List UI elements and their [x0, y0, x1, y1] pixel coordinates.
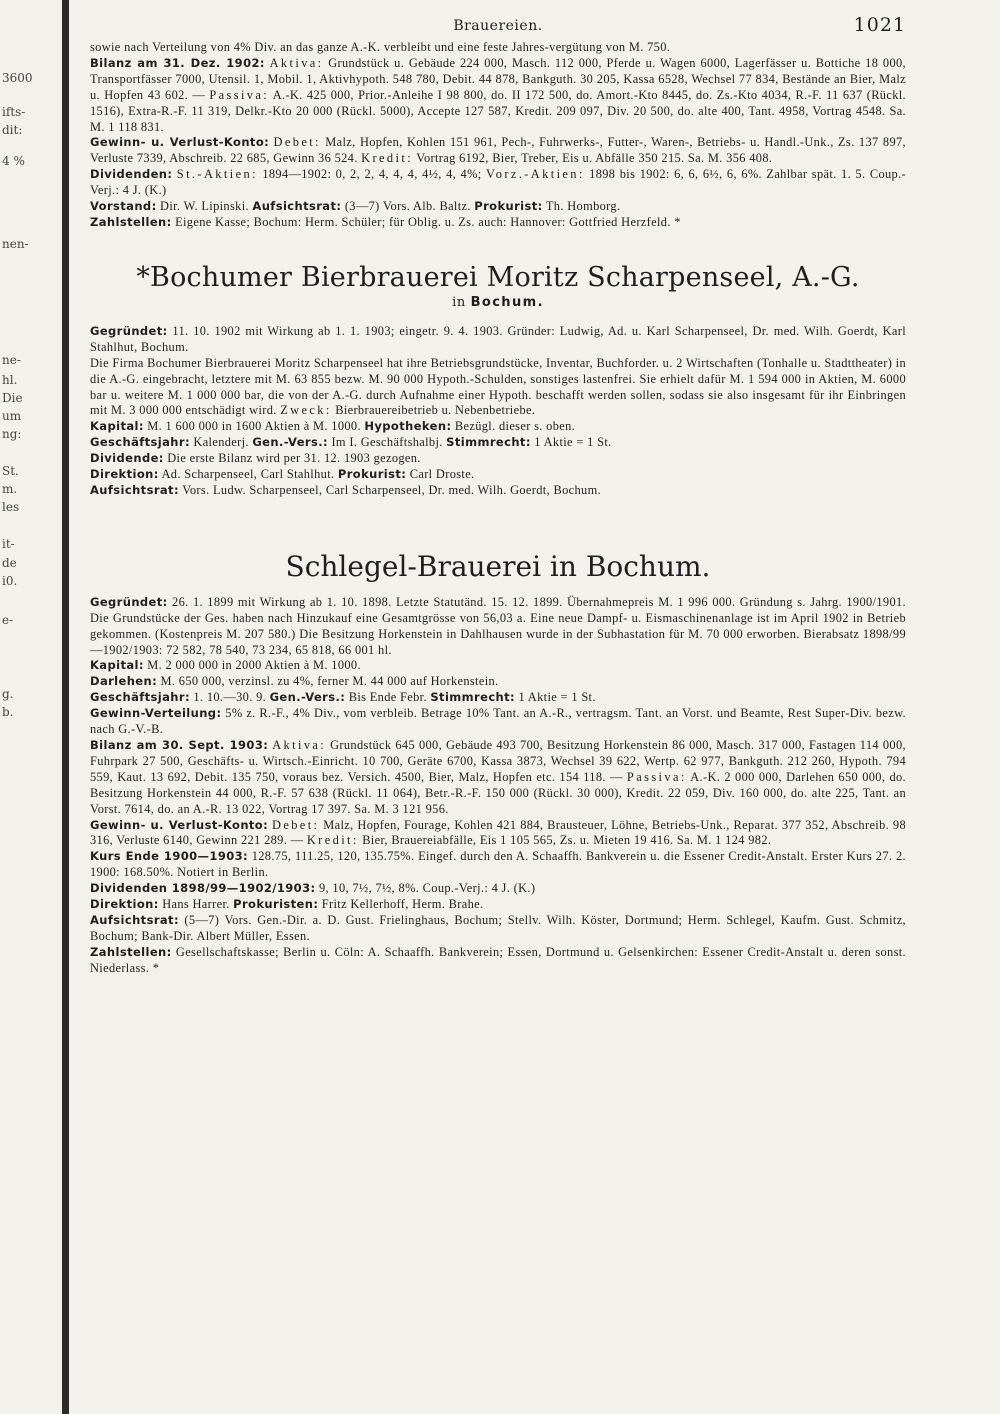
label-prokurist: Prokurist:: [474, 199, 543, 214]
firma-paragraph: Die Firma Bochumer Bierbrauerei Moritz Scharpenseel hat ihre Betriebsgrundstücke, Inventar, Buchforder. u. 2 Wirtschaften (Tonhalle u. Stadttheater) in die A.-G. eingebracht, letztere mit M. 63 855 bezw. M. 90 000 Hypoth.-Schulden, sonstiges lastenfrei. Sie erhielt dafür M. 1 594 000 in Aktien, M. 6000 bar u. weitere M. 1 000 000 bar, die von der A.-G. durch Aufnahme einer Hypoth. beschafft werden sollen, sodass sie also insgesamt für ihr Einbringen mit M. 3 000 000 entschädigt wird. Zweck: Bierbrauereibetrieb u. Nebenbetriebe.: [90, 355, 906, 418]
margin-fragment: ne-: [2, 353, 21, 367]
gewinn-verteilung-paragraph: Gewinn-Verteilung: 5% z. R.-F., 4% Div., vom verbleib. Betrage 10% Tant. an A.-R., vertragsm. Tant. an Vorst. und Beamte, Rest Super-Div. bezw. nach G.-V.-B.: [90, 706, 907, 737]
margin-fragment: dit:: [2, 123, 23, 137]
zahlstellen-paragraph: Zahlstellen: Eigene Kasse; Bochum: Herm. Schüler; für Oblig. u. Zs. auch: Hannover: Gottfried Herzfeld. *: [90, 214, 681, 229]
label-debet: Debet:: [271, 817, 320, 832]
label-zweck: Zweck:: [280, 403, 332, 418]
direktion-paragraph: Direktion: Ad. Scharpenseel, Carl Stahlhut. Prokurist: Carl Droste.: [90, 467, 475, 482]
aufsichtsrat-paragraph: Aufsichtsrat: Vors. Ludw. Scharpenseel, Carl Scharpenseel, Dr. med. Wilh. Goerdt, Bochum.: [90, 482, 602, 497]
kapital-paragraph: Kapital: M. 1 600 000 in 1600 Aktien à M. 1000. Hypotheken: Bezügl. dieser s. oben.: [90, 419, 576, 434]
zahlstellen-paragraph: Zahlstellen: Gesellschaftskasse; Berlin u. Cöln: A. Schaaffh. Bankverein; Essen, Dortmund u. Gelsenkirchen: Essener Credit-Anstalt u. deren sonst. Niederlass. *: [90, 944, 907, 975]
label-aufsichtsrat: Aufsichtsrat:: [90, 912, 179, 927]
company-heading: *Bochumer Bierbrauerei Moritz Scharpenseel, A.-G.: [136, 261, 860, 293]
label-passiva: Passiva:: [626, 769, 687, 784]
margin-fragment: St.: [2, 464, 19, 478]
margin-fragment: g.: [2, 687, 14, 701]
margin-fragment: hl.: [2, 373, 18, 387]
geschaeftsjahr-paragraph: Geschäftsjahr: 1. 10.—30. 9. Gen.-Vers.: Bis Ende Febr. Stimmrecht: 1 Aktie = 1 St.: [90, 690, 596, 705]
label-gewinn-verteilung: Gewinn-Verteilung:: [90, 706, 222, 721]
bilanz-paragraph: Bilanz am 30. Sept. 1903: Aktiva: Grundstück 645 000, Gebäude 493 700, Besitzung Horkenstein 86 000, Masch. 317 000, Fastagen 114 000, Fuhrpark 27 500, Geschäfts- u. Wirtsch.-Einricht. 10 700, Geräte 6700, Kassa 3873, Wechsel 39 622, Wertp. 62 977, Bankguth. 212 260, Hypoth. 794 559, Kaut. 13 692, Debit. 135 750, voraus bez. Versich. 4500, Bier, Malz, Hopfen etc. 154 118. — Passiva: A.-K. 2 000 000, Darlehen 650 000, do. Besitzung Horkenstein 44 000, R.-F. 57 638 (Rückl. 11 064), Betr.-R.-F. 150 000 (Rückl. 30 000), Kredit. 22 059, Div. 160 000, do. alte 225, Tant. an Vorst. 7614, do. an A.-R. 13 022, Vortrag 17 397. Sa. M. 3 121 956.: [90, 738, 906, 816]
kapital-paragraph: Kapital: M. 2 000 000 in 2000 Aktien à M. 1000.: [90, 658, 361, 673]
margin-fragment: m.: [2, 482, 18, 496]
left-margin-fragments: [0, 0, 58, 1414]
label-bilanz: Bilanz am 31. Dez. 1902:: [90, 55, 265, 70]
gewinn-paragraph: Gewinn- u. Verlust-Konto: Debet: Malz, Hopfen, Kohlen 151 961, Pech-, Fuhrwerks-, Futter-, Waren-, Betriebs- u. Handl.-Unk., Zs. 137 897, Verluste 7339, Abschreib. 22 685, Gewinn 36 524. Kredit: Vortrag 6192, Bier, Treber, Eis u. Abfälle 350 215. Sa. M. 356 408.: [90, 135, 906, 166]
label-dividende: Dividende:: [90, 451, 164, 466]
label-hypotheken: Hypotheken:: [364, 419, 452, 434]
darlehen-paragraph: Darlehen: M. 650 000, verzinsl. zu 4%, ferner M. 44 000 auf Horkenstein.: [90, 674, 499, 689]
label-passiva: Passiva:: [209, 87, 270, 102]
vorstand-paragraph: Vorstand: Dir. W. Lipinski. Aufsichtsrat: (3—7) Vors. Alb. Baltz. Prokurist: Th. Homborg.: [90, 199, 621, 214]
label-aufsichtsrat: Aufsichtsrat:: [252, 199, 342, 214]
label-kredit: Kredit:: [306, 833, 359, 848]
label-vorstand: Vorstand:: [90, 199, 157, 214]
dividenden-paragraph: Dividenden: St.-Aktien: 1894—1902: 0, 2, 2, 4, 4, 4, 4½, 4, 4%; Vorz.-Aktien: 1898 bis 1902: 6, 6, 6½, 6, 6%. Zahlbar spät. 1. 5. Coup.-Verj.: 4 J. (K.): [90, 167, 907, 198]
label-dividenden: Dividenden 1898/99—1902/1903:: [90, 881, 316, 896]
page-number: 1021: [853, 14, 906, 36]
gegruendet-paragraph: Gegründet: 26. 1. 1899 mit Wirkung ab 1. 10. 1898. Letzte Statutänd. 15. 12. 1899. Übernahmepreis M. 1 996 000. Gründung s. Jahrg. 1900/1901. Die Grundstücke der Ges. haben nach Hinzukauf eine Gesamtgrösse von 56,03 a. Eine neue Dampf- u. Eismaschinenanlage ist im April 1902 in Betrieb gekommen. (Kostenpreis M. 207 580.) Die Besitzung Horkenstein in Dahlhausen wurde in der Subhastation für M. 70 000 erworben. Bierabsatz 1898/99—1902/1903: 72 582, 78 540, 73 234, 65 818, 66 001 hl.: [90, 594, 906, 657]
margin-fragment: nen-: [2, 237, 29, 251]
bilanz-paragraph: Bilanz am 31. Dez. 1902: Aktiva: Grundstück u. Gebäude 224 000, Masch. 112 000, Pferde u. Wagen 6000, Lagerfässer u. Bottiche 18 000, Transportfässer 7000, Utensil. 1, Mobil. 1, Aktivhypoth. 548 780, Debit. 44 878, Bankguth. 30 205, Kassa 6528, Wechsel 77 834, Bestände an Bier, Malz u. Hopfen 43 602. — Passiva: A.-K. 425 000, Prior.-Anleihe I 98 800, do. II 172 500, do. Amort.-Kto 8445, do. Zs.-Kto 4034, R.-F. 11 637 (Rückl. 1516), Extra-R.-F. 11 319, Delkr.-Kto 20 000 (Rückl. 5000), Accepte 127 587, Kredit. 209 097, Div. 20 500, do. alte 400, Tant. 4958, Vortrag 4548. Sa. M. 1 118 831.: [90, 55, 907, 134]
label-direktion: Direktion:: [90, 897, 159, 912]
margin-fragment: ifts-: [2, 105, 26, 119]
label-stimmrecht: Stimmrecht:: [446, 435, 531, 450]
label-stimmrecht: Stimmrecht:: [430, 690, 516, 705]
margin-fragment: i0.: [2, 574, 18, 588]
label-zahlstellen: Zahlstellen:: [90, 944, 172, 959]
direktion-paragraph: Direktion: Hans Harrer. Prokuristen: Fritz Kellerhoff, Herm. Brahe.: [90, 897, 484, 912]
binding-gutter: [62, 0, 69, 1414]
label-prokuristen: Prokuristen:: [233, 897, 319, 912]
margin-fragment: e-: [2, 613, 14, 627]
label-aktiva: Aktiva:: [272, 738, 327, 752]
geschaeftsjahr-paragraph: Geschäftsjahr: Kalenderj. Gen.-Vers.: Im I. Geschäftshalbj. Stimmrecht: 1 Aktie = 1 St.: [90, 435, 612, 450]
margin-fragment: Die: [2, 391, 23, 405]
label-gewinn: Gewinn- u. Verlust-Konto:: [90, 817, 269, 832]
label-darlehen: Darlehen:: [90, 674, 158, 689]
margin-fragment: 3600: [2, 71, 33, 85]
section-bochumer-bierbrauerei: [90, 263, 906, 499]
paragraph: sowie nach Verteilung von 4% Div. an das ganze A.-K. verbleibt und eine feste Jahres-vergütung von M. 750.: [90, 40, 671, 54]
label-bilanz: Bilanz am 30. Sept. 1903:: [90, 738, 269, 752]
label-prokurist: Prokurist:: [337, 467, 407, 482]
margin-fragment: de: [2, 556, 17, 570]
label-zahlstellen: Zahlstellen:: [90, 214, 172, 229]
company-location: in Bochum.: [452, 294, 544, 310]
margin-fragment: les: [2, 500, 20, 514]
running-title: Brauereien.: [453, 18, 543, 34]
label-dividenden: Dividenden:: [90, 167, 173, 182]
section-schlegel-brauerei: [90, 551, 906, 977]
label-gegruendet: Gegründet:: [90, 323, 168, 338]
label-gewinn: Gewinn- u. Verlust-Konto:: [90, 135, 270, 150]
label-kapital: Kapital:: [90, 658, 144, 673]
gegruendet-paragraph: Gegründet: 11. 10. 1902 mit Wirkung ab 1. 1. 1903; eingetr. 9. 4. 1903. Gründer: Ludwig, Ad. u. Karl Scharpenseel, Dr. med. Wilh. Goerdt, Karl Stahlhut, Bochum.: [90, 323, 906, 354]
label-vorz-aktien: Vorz.-Aktien:: [485, 167, 585, 182]
section-continuation: [90, 40, 906, 231]
running-header: [90, 14, 906, 40]
label-gen-vers: Gen.-Vers.:: [269, 690, 346, 705]
gewinn-paragraph: Gewinn- u. Verlust-Konto: Debet: Malz, Hopfen, Fourage, Kohlen 421 884, Brausteuer, Löhne, Betriebs-Unk., Reparat. 377 352, Abschreib. 98 316, Verluste 6140, Gewinn 221 289. — Kredit: Bier, Brauereiabfälle, Eis 1 105 565, Zs. u. Mieten 19 416. Sa. M. 1 124 982.: [90, 817, 907, 848]
dividenden-paragraph: Dividenden 1898/99—1902/1903: 9, 10, 7½, 7½, 8%. Coup.-Verj.: 4 J. (K.): [90, 881, 536, 896]
label-geschaeftsjahr: Geschäftsjahr:: [90, 435, 190, 450]
label-kredit: Kredit:: [361, 151, 414, 166]
margin-fragment: 4 %: [2, 154, 25, 168]
dividende-paragraph: Dividende: Die erste Bilanz wird per 31. 12. 1903 gezogen.: [90, 451, 421, 466]
label-kurs: Kurs Ende 1900—1903:: [90, 849, 249, 864]
label-debet: Debet:: [273, 135, 321, 150]
label-st-aktien: St.-Aktien:: [176, 167, 258, 182]
label-kapital: Kapital:: [90, 419, 144, 434]
city-name: Bochum.: [470, 294, 544, 310]
company-heading: Schlegel-Brauerei in Bochum.: [285, 549, 711, 583]
label-aufsichtsrat: Aufsichtsrat:: [90, 482, 179, 497]
aufsichtsrat-paragraph: Aufsichtsrat: (5—7) Vors. Gen.-Dir. a. D. Gust. Frielinghaus, Bochum; Stellv. Wilh. Köster, Dortmund; Herm. Schlegel, Kaufm. Gust. Schmitz, Bochum; Bank-Dir. Albert Müller, Essen.: [90, 912, 906, 943]
kurs-paragraph: Kurs Ende 1900—1903: 128.75, 111.25, 120, 135.75%. Eingef. durch den A. Schaaffh. Bankverein u. die Essener Credit-Anstalt. Erster Kurs 27. 2. 1900: 168.50%. Notiert in Berlin.: [90, 849, 906, 880]
margin-fragment: um: [2, 409, 22, 423]
label-gegruendet: Gegründet:: [90, 594, 168, 609]
label-aktiva: Aktiva:: [269, 55, 324, 70]
margin-fragment: b.: [2, 705, 14, 719]
label-direktion: Direktion:: [90, 467, 159, 482]
margin-fragment: it-: [2, 537, 15, 551]
margin-fragment: ng:: [2, 427, 22, 441]
label-geschaeftsjahr: Geschäftsjahr:: [90, 690, 190, 705]
label-gen-vers: Gen.-Vers.:: [252, 435, 328, 450]
page: [90, 14, 906, 977]
